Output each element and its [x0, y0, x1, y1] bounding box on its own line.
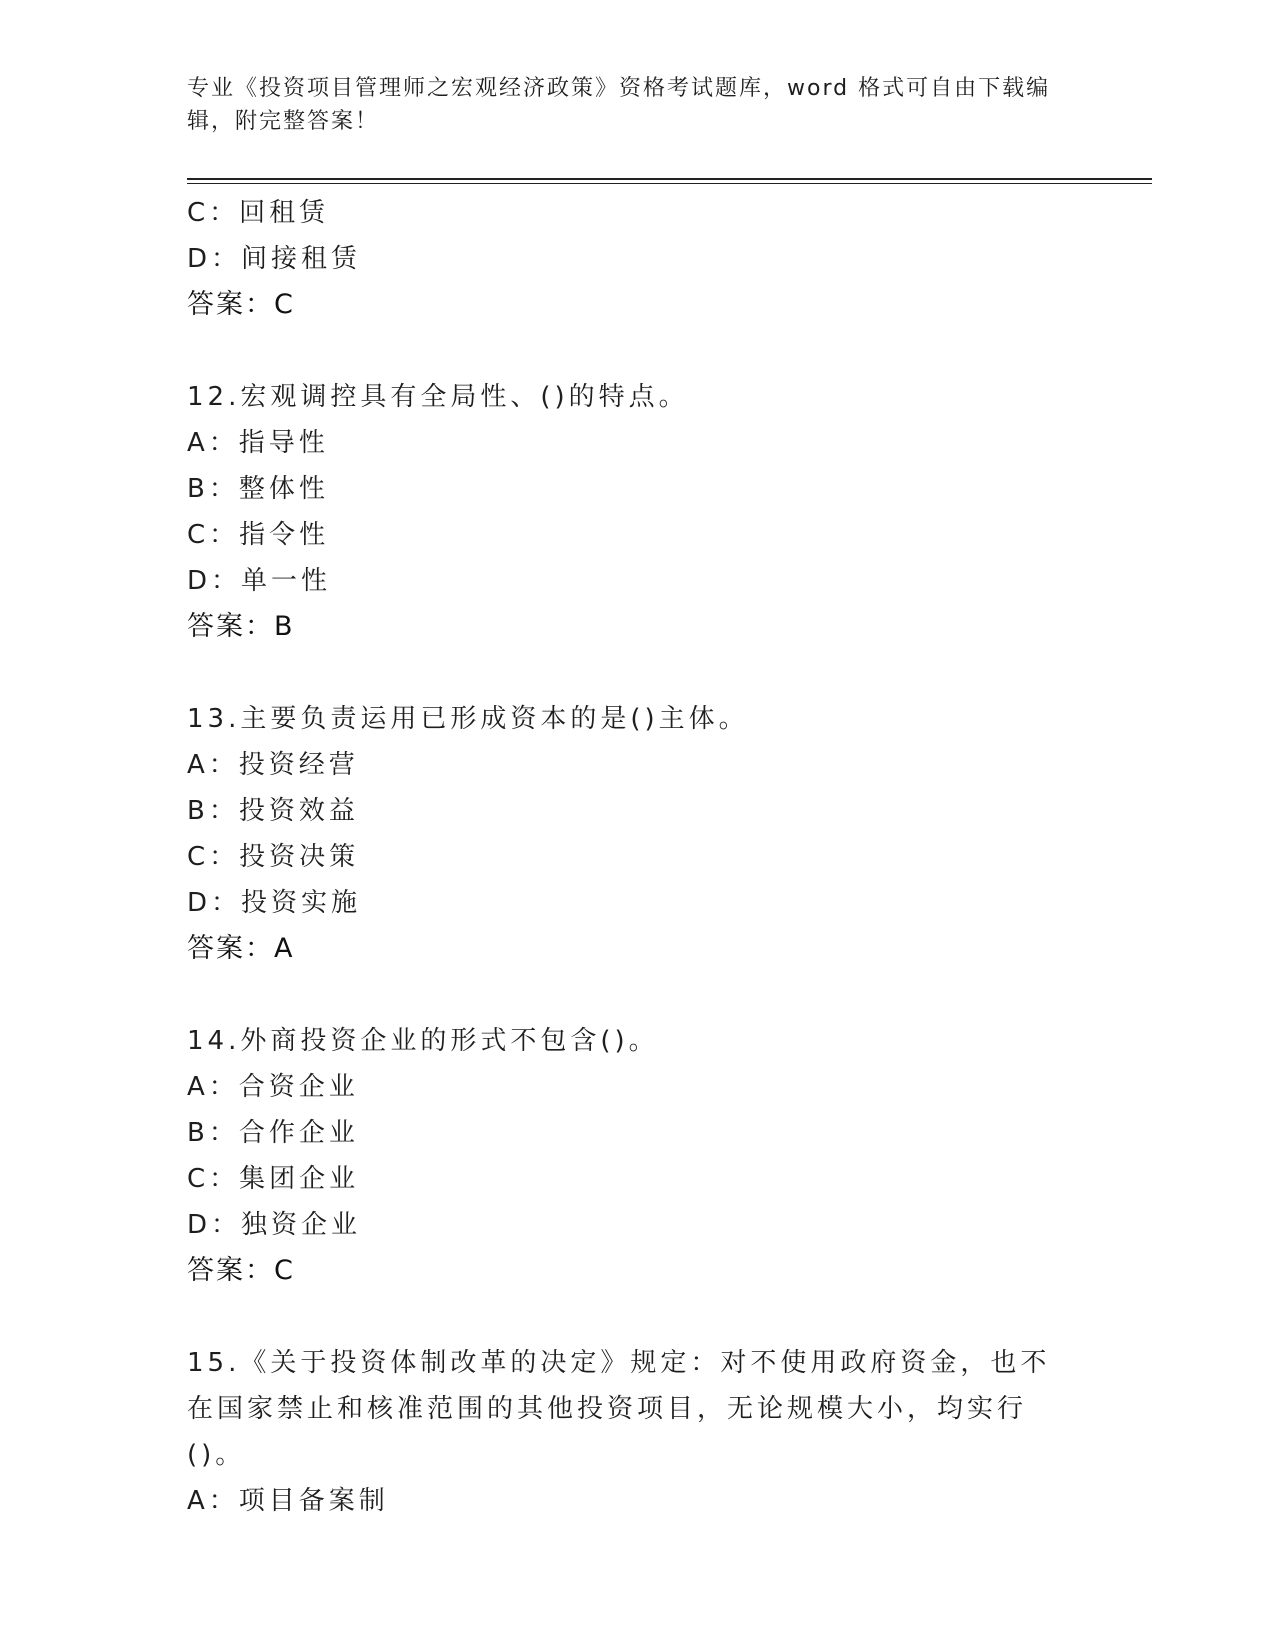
option-c: C：指令性: [187, 520, 330, 550]
option-d: D：独资企业: [187, 1210, 362, 1240]
answer-line: 答案：A: [187, 933, 295, 964]
option-a: A：项目备案制: [187, 1486, 389, 1516]
previous-question: [187, 190, 1087, 328]
option-d: D：单一性: [187, 566, 332, 596]
option-c: C：回租赁: [187, 198, 330, 228]
question-stem: 13.主要负责运用已形成资本的是()主体。: [187, 704, 749, 734]
spacer: [187, 972, 1087, 1018]
question-15: [187, 1340, 1087, 1524]
question-stem: 14.外商投资企业的形式不包含()。: [187, 1026, 659, 1056]
answer-line: 答案：C: [187, 289, 295, 320]
header-divider-thick: [187, 178, 1152, 180]
question-stem: 15.《关于投资体制改革的决定》规定：对不使用政府资金，也不在国家禁止和核准范围的其他投资项目，无论规模大小，均实行()。: [187, 1348, 1051, 1470]
option-b: B：合作企业: [187, 1118, 359, 1148]
option-b: B：整体性: [187, 474, 329, 504]
answer-line: 答案：C: [187, 1255, 295, 1286]
option-c: C：投资决策: [187, 842, 360, 872]
option-a: A：投资经营: [187, 750, 359, 780]
option-d: D：投资实施: [187, 888, 362, 918]
question-13: [187, 696, 1087, 972]
option-a: A：合资企业: [187, 1072, 359, 1102]
spacer: [187, 650, 1087, 696]
header-divider-thin: [187, 183, 1152, 184]
option-c: C：集团企业: [187, 1164, 360, 1194]
spacer: [187, 328, 1087, 374]
option-d: D：间接租赁: [187, 244, 362, 274]
option-a: A：指导性: [187, 428, 329, 458]
question-12: [187, 374, 1087, 650]
document-header: 专业《投资项目管理师之宏观经济政策》资格考试题库，word 格式可自由下载编辑，附完整答案！: [187, 76, 1051, 134]
option-b: B：投资效益: [187, 796, 359, 826]
question-stem: 12.宏观调控具有全局性、()的特点。: [187, 382, 689, 412]
spacer: [187, 1294, 1087, 1340]
question-14: [187, 1018, 1087, 1294]
question-content: [187, 190, 1087, 1524]
answer-line: 答案：B: [187, 611, 295, 642]
